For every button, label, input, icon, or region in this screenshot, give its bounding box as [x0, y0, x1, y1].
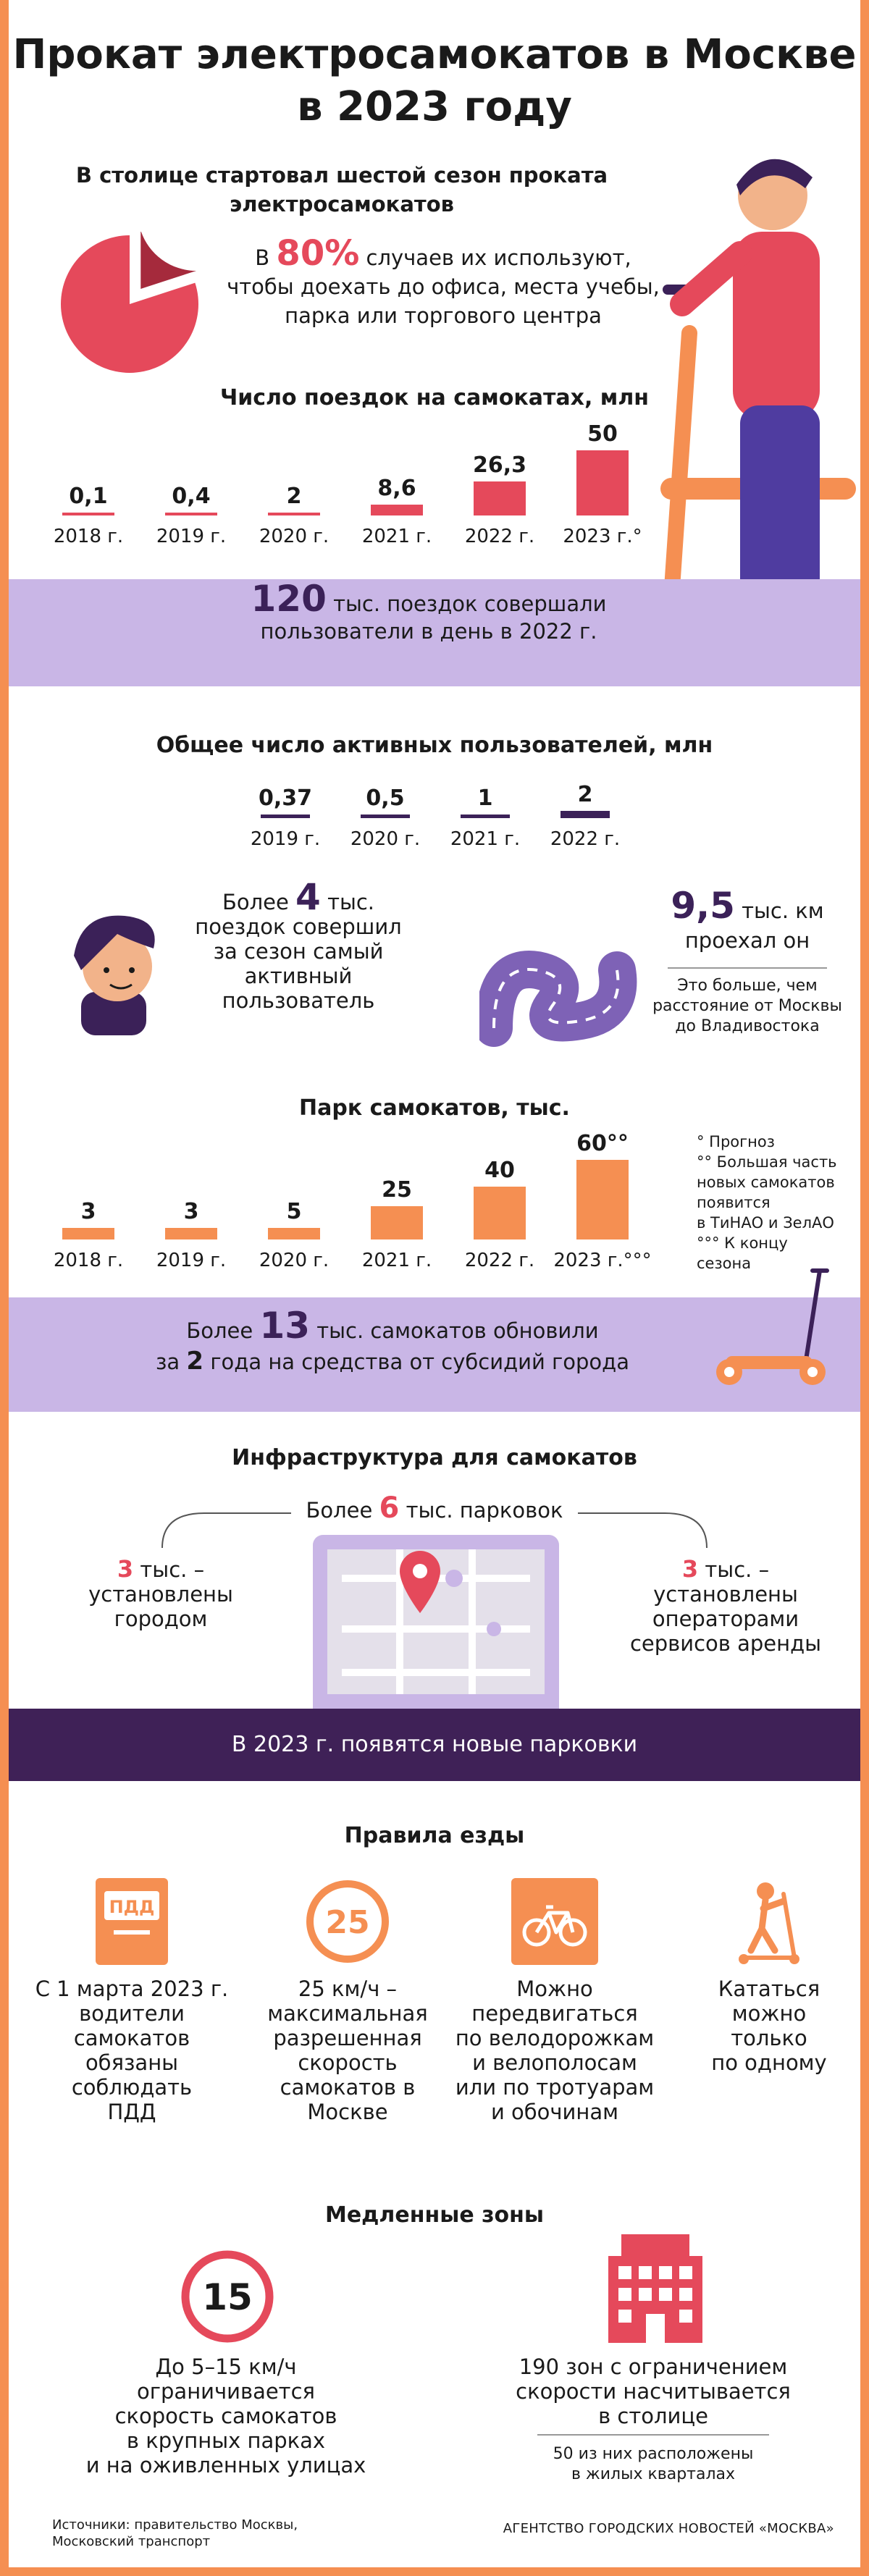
slow-sign-text: 15 — [202, 2276, 253, 2318]
rule-text-line: обязаны — [85, 2050, 179, 2075]
fleet-chart-value-label: 3 — [183, 1199, 199, 1224]
subtitle-line-2: электросамокатов — [230, 192, 454, 216]
slow-zones-title: Медленные зоны — [324, 2202, 545, 2228]
infra-right-lines-line: операторами — [652, 1607, 799, 1631]
distance-note — [639, 976, 856, 1037]
slow-right-line: в столице — [598, 2404, 708, 2428]
active-user-avatar — [52, 898, 161, 1035]
fleet-chart-value-label: 3 — [80, 1199, 96, 1224]
trips-chart-bar — [268, 513, 320, 515]
distance-text: 9,5 тыс. км проехал он Это больше, чем расстояние от Москвы до Владивостока — [639, 885, 856, 1037]
trips-chart-value-label: 0,1 — [69, 484, 108, 509]
footnotes-line: °° Большая часть — [697, 1153, 837, 1171]
trips-bar-chart — [9, 420, 860, 565]
usage-pie-chart — [46, 232, 213, 376]
rule-text-line: 25 км/ч – — [298, 1977, 398, 2001]
rule-text-line: ПДД — [107, 2100, 156, 2124]
subtitle — [52, 161, 631, 219]
users-chart-value-label: 1 — [477, 786, 493, 811]
infra-right-lines-line: сервисов аренды — [629, 1631, 822, 1656]
trips-chart-category-label: 2020 г. — [259, 526, 329, 547]
fleet-chart-bar — [371, 1206, 423, 1239]
slow-right-line: скорости насчитывается — [516, 2379, 791, 2404]
trips-chart-value-label: 8,6 — [377, 475, 416, 501]
fleet-chart-value-label: 5 — [286, 1199, 302, 1224]
agency-credit: АГЕНТСТВО ГОРОДСКИХ НОВОСТЕЙ «МОСКВА» — [503, 2521, 834, 2536]
users-chart-category-label: 2020 г. — [350, 828, 421, 850]
speed-limit-25-icon — [304, 1878, 391, 1965]
users-chart-value-label: 0,37 — [258, 786, 313, 811]
rule-text-line: самокатов — [73, 2026, 190, 2050]
infra-left-lines-line: городом — [114, 1607, 208, 1631]
active-user-lines-line: поездок совершил — [195, 914, 402, 939]
rule-text-line: разрешенная — [273, 2026, 422, 2050]
users-chart-value-label: 0,5 — [366, 786, 405, 811]
fleet-chart-bar — [576, 1160, 629, 1239]
slow-left-line: скорость самокатов — [114, 2404, 337, 2428]
active-user-lines-line: активный — [244, 964, 353, 988]
new-parking-band: В 2023 г. появятся новые парковки — [9, 1709, 860, 1781]
fleet-chart-category-label: 2023 г.°°° — [553, 1250, 652, 1271]
scooter-icon — [704, 1263, 841, 1394]
distance-note-line: Это больше, чем — [677, 977, 818, 995]
rule-text-line: по велодорожкам — [455, 2026, 655, 2050]
fleet-chart-category-label: 2018 г. — [53, 1250, 124, 1271]
fleet-chart-bar — [62, 1228, 114, 1239]
trips-chart-value-label: 50 — [587, 421, 618, 447]
active-user-lines-line: за сезон самый — [213, 939, 384, 964]
usage-text: В 80% случаев их используют, чтобы доехать до офиса, места учебы, парка или торгового центра — [227, 233, 660, 328]
rule-text-line: водители — [79, 2001, 185, 2026]
rule-text-line: максимальная — [267, 2001, 428, 2026]
fleet-chart-bar — [474, 1187, 526, 1239]
speed-icon-text: 25 — [325, 1904, 370, 1941]
footnotes-line: сезона — [697, 1255, 752, 1272]
bicycle-sign-icon — [511, 1878, 598, 1965]
slow-left-line: До 5–15 км/ч — [155, 2354, 297, 2379]
fleet-chart-bar — [268, 1228, 320, 1239]
sources: Источники: правительство Москвы, Московский транспорт — [52, 2517, 298, 2549]
rule-text-line: Можно — [516, 1977, 593, 2001]
fleet-chart-value-label: 60°° — [576, 1131, 629, 1156]
renewed-number: 13 — [259, 1305, 311, 1347]
slow-zones-note — [479, 2444, 827, 2485]
slow-left-line: и на оживленных улицах — [85, 2453, 366, 2478]
slow-right-line: 190 зон с ограничением — [519, 2354, 788, 2379]
road-illustration — [479, 941, 639, 1050]
rule-text-line: Москве — [307, 2100, 388, 2124]
users-chart-bar — [461, 815, 510, 818]
daily-trips-number: 120 — [251, 578, 327, 620]
building-icon — [608, 2234, 702, 2343]
active-user-text: Более 4 тыс. поездок совершил за сезон самый активный пользователь — [161, 885, 436, 1013]
trips-chart-category-label: 2021 г. — [361, 526, 432, 547]
title-line-2: в 2023 году — [297, 83, 572, 130]
rules-texts — [9, 1977, 860, 2179]
users-chart-category-label: 2021 г. — [450, 828, 521, 850]
renewed-text: Более 13 тыс. самокатов обновили за 2 года на средства от субсидий города — [156, 1305, 629, 1376]
trips-chart-value-label: 2 — [286, 484, 302, 509]
slow-note-line: в жилых кварталах — [571, 2465, 736, 2483]
trips-chart-title: Число поездок на самокатах, млн — [219, 385, 650, 411]
trips-chart-category-label: 2022 г. — [464, 526, 535, 547]
slow-left-line: ограничивается — [137, 2379, 315, 2404]
footnotes-line: °°° К концу — [697, 1234, 788, 1252]
subtitle-line-1: В столице стартовал шестой сезон проката — [75, 163, 608, 188]
users-bar-chart — [9, 767, 860, 862]
trips-chart-value-label: 0,4 — [172, 484, 211, 509]
active-user-number: 4 — [295, 876, 321, 918]
fleet-chart-category-label: 2020 г. — [259, 1250, 329, 1271]
users-chart-title: Общее число активных пользователей, млн — [156, 733, 713, 758]
fleet-chart-value-label: 25 — [382, 1177, 412, 1203]
users-chart-bar — [561, 811, 610, 818]
users-chart-value-label: 2 — [577, 782, 593, 807]
trips-chart-bar — [371, 505, 423, 515]
trips-chart-category-label: 2018 г. — [53, 526, 124, 547]
infra-right-lines-line: установлены — [653, 1582, 798, 1607]
rule-text-line: по одному — [711, 2050, 827, 2075]
footnotes-line: появится — [697, 1194, 771, 1211]
usage-percent: 80% — [276, 233, 360, 274]
distance-note-line: расстояние от Москвы — [652, 997, 842, 1015]
trips-chart-category-label: 2023 г.° — [563, 526, 642, 547]
daily-trips-text: 120 тыс. поездок совершали пользователи в день в 2022 г. — [251, 578, 607, 644]
trips-chart-bar — [474, 481, 526, 515]
rule-text-line: можно — [731, 2001, 807, 2026]
users-chart-bar — [261, 815, 310, 818]
slow-zones-left-text — [67, 2354, 385, 2478]
rule-text-line: передвигаться — [471, 2001, 638, 2026]
rule-text — [246, 1977, 449, 2124]
distance-number: 9,5 — [671, 885, 735, 927]
fleet-chart-bar — [165, 1228, 217, 1239]
slow-zones-right-text — [479, 2354, 827, 2428]
active-user-lines-line: пользователь — [222, 988, 375, 1013]
distance-divider — [668, 967, 827, 969]
rule-text-line: только — [731, 2026, 807, 2050]
rule-text-line: С 1 марта 2023 г. — [35, 1977, 229, 2001]
rule-text-line: и обочинам — [490, 2100, 619, 2124]
fleet-chart-category-label: 2019 г. — [156, 1250, 227, 1271]
users-chart-bar — [361, 815, 410, 818]
rule-text — [453, 1977, 656, 2124]
trips-chart-value-label: 26,3 — [472, 452, 527, 478]
rules-title: Правила езды — [344, 1823, 525, 1848]
parking-total: Более 6 тыс. парковок — [306, 1491, 563, 1525]
footnotes — [697, 1132, 856, 1274]
users-chart-category-label: 2019 г. — [250, 828, 321, 850]
map-tablet-illustration — [313, 1535, 559, 1723]
rule-text — [668, 1977, 860, 2075]
pie-slice-80 — [61, 235, 198, 373]
parking-city: 3 тыс. – установлены городом — [52, 1557, 269, 1631]
pdd-icon-text: ПДД — [109, 1897, 155, 1917]
fleet-chart-title: Парк самокатов, тыс. — [299, 1095, 570, 1121]
infrastructure-title: Инфраструктура для самокатов — [232, 1445, 637, 1470]
page-title — [9, 29, 860, 133]
rule-text-line: Кататься — [718, 1977, 820, 2001]
slow-zones-divider — [537, 2434, 769, 2436]
footnotes-line: новых самокатов — [697, 1174, 835, 1191]
distance-note-line: до Владивостока — [675, 1017, 820, 1035]
fleet-chart-category-label: 2022 г. — [464, 1250, 535, 1271]
active-user-lines — [161, 914, 436, 1013]
trips-chart-bar — [576, 450, 629, 515]
rule-text-line: и велополосам — [472, 2050, 637, 2075]
pdd-icon — [96, 1878, 168, 1965]
trips-chart-bar — [165, 513, 217, 515]
slow-left-line: в крупных парках — [126, 2428, 326, 2453]
rule-text-line: скорость — [298, 2050, 398, 2075]
infographic-sheet — [9, 0, 860, 2567]
rule-text — [30, 1977, 233, 2124]
speed-limit-15-icon — [180, 2249, 275, 2344]
rule-text-line: самокатов в — [280, 2075, 416, 2100]
rule-text-line: или по тротуарам — [455, 2075, 655, 2100]
users-chart-category-label: 2022 г. — [550, 828, 621, 850]
fleet-chart-value-label: 40 — [484, 1157, 515, 1183]
infra-left-lines-line: установлены — [88, 1582, 233, 1607]
footnotes-line: ° Прогноз — [697, 1133, 775, 1150]
single-rider-icon — [726, 1878, 813, 1965]
parking-operators: 3 тыс. – установлены операторами сервисов аренды — [603, 1557, 849, 1656]
slow-note-line: 50 из них расположены — [553, 2445, 754, 2463]
trips-chart-category-label: 2019 г. — [156, 526, 227, 547]
pie-slice-20 — [140, 232, 196, 289]
trips-chart-bar — [62, 513, 114, 515]
fleet-chart-category-label: 2021 г. — [361, 1250, 432, 1271]
rule-text-line: соблюдать — [71, 2075, 193, 2100]
title-line-1: Прокат электросамокатов в Москве — [12, 31, 857, 78]
footnotes-line: в ТиНАО и ЗелАО — [697, 1214, 834, 1232]
